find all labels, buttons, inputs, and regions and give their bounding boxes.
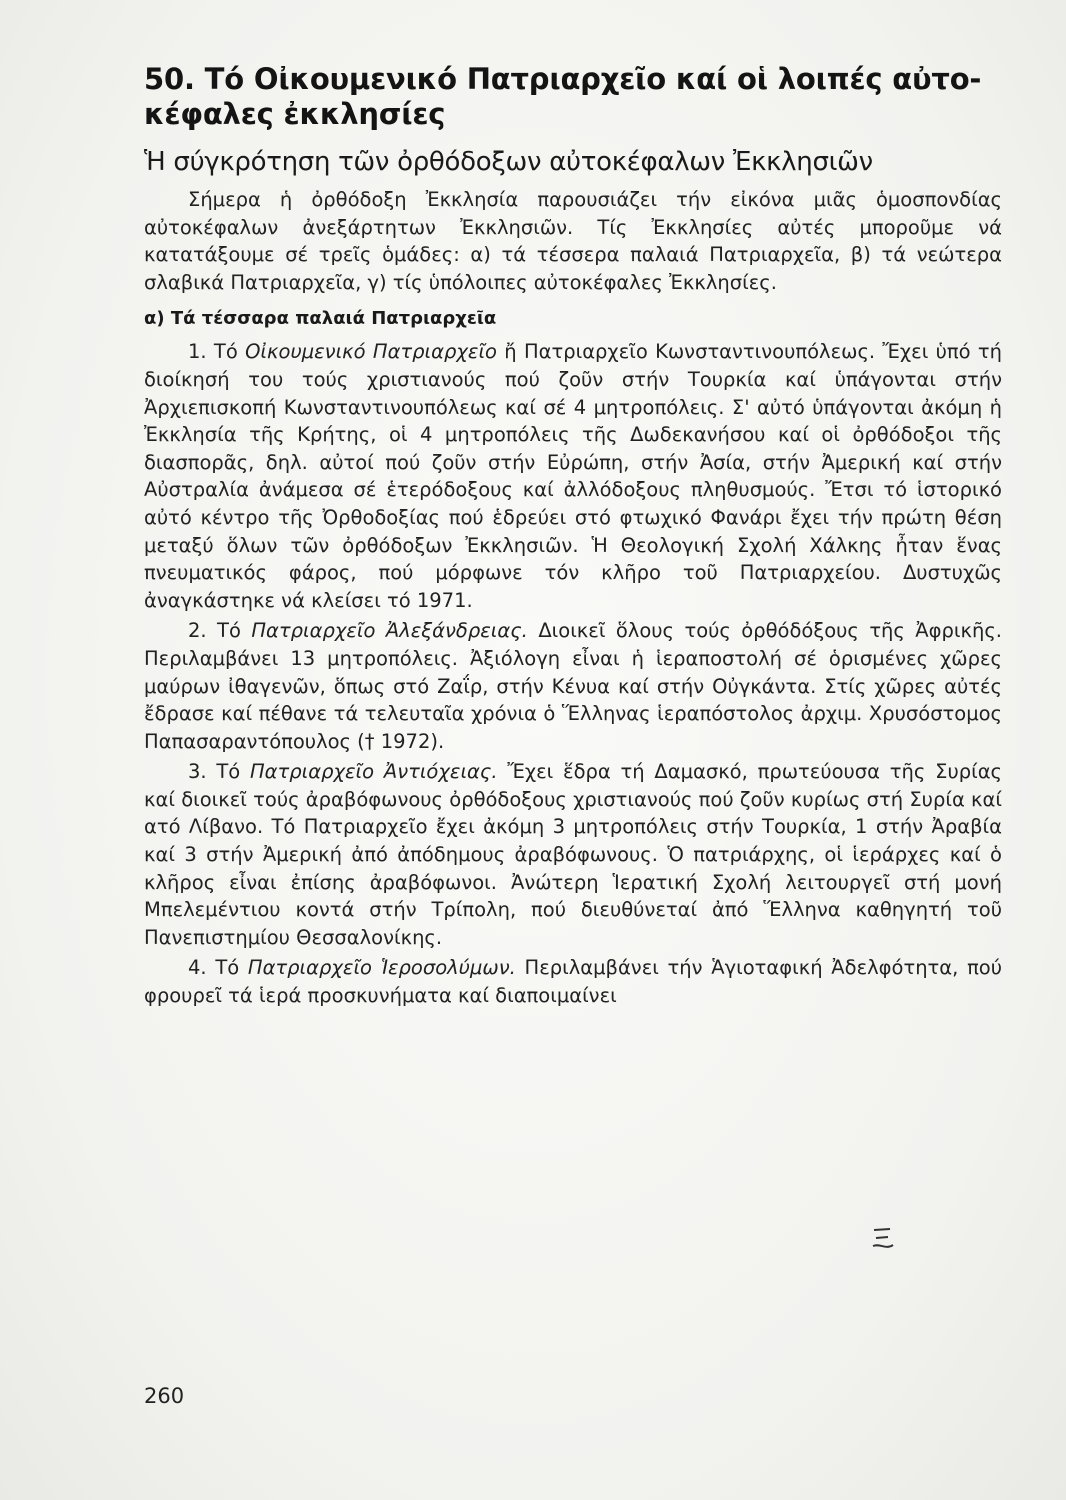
text-column [144, 62, 1002, 1010]
item-number: 2. Τό [188, 619, 241, 643]
intro-paragraph: Σήμερα ἡ ὀρθόδοξη Ἐκκλησία παρουσιάζει τήν εἰκόνα μιᾶς ὁμοσπονδίας αὐτοκέφαλων ἀνεξάρτητων Ἐκκλησιῶν. Τίς Ἐκκλησίες αὐτές μποροῦμε νά κατατάξουμε σέ τρεῖς ὁμάδες: α) τά τέσσερα παλαιά Πατριαρχεῖα, β) τά νεώτερα σλαβικά Πατριαρχεῖα, γ) τίς ὑπόλοιπες αὐτοκέφαλες Ἐκκλησίες. [144, 188, 1002, 294]
item-number: 1. Τό [188, 340, 238, 364]
item-text: Διοικεῖ ὅλους τούς ὀρθόδόξους τῆς Ἀφρικῆς. Περιλαμβάνει 13 μητροπόλεις. Ἀξιόλογη εἶναι ἡ ἱεραποστολή σέ ὁρισμένες χῶρες μαύρων ἰθαγενῶν, ὅπως στό Ζαΐρ, στήν Κένυα καί στήν Οὐγκάντα. Στίς χῶρες αὐτές ἔδρασε καί πέθανε τά τελευταῖα χρόνια ὁ Ἕλληνας ἱεραπόστολος ἀρχιμ. Χρυσόστομος Παπασαραντόπουλος († 1972). [144, 619, 1002, 753]
item-name: Πατριαρχεῖο Ἱεροσολύμων. [247, 956, 516, 980]
item-text: Περιλαμβάνει τήν Ἁγιοταφική Ἀδελφότητα, πού φρουρεῖ τά ἱερά προσκυνήματα καί διαποιμαίνει [144, 956, 1003, 1008]
item-number: 3. Τό [188, 760, 241, 784]
subsection-heading: α) Τά τέσσαρα παλαιά Πατριαρχεῖα [144, 308, 497, 330]
section-heading: Ἡ σύγκρότηση τῶν ὀρθόδοξων αὐτοκέφαλων Ἐκκλησιῶν [144, 147, 873, 177]
item-name: Πατριαρχεῖο Ἀντιόχειας. [250, 760, 498, 784]
item-number: 4. Τό [188, 956, 240, 980]
item-name: Οἰκουμενικό Πατριαρχεῖο [245, 340, 497, 364]
patriarchate-item-2 [144, 617, 1002, 755]
item-name: Πατριαρχεῖο Ἀλεξάνδρειας. [251, 619, 528, 643]
item-text: Ἔχει ἕδρα τή Δαμασκό, πρωτεύουσα τῆς Συρίας καί διοικεῖ τούς ἀραβόφωνους ὀρθόδοξους χριστιανούς πού ζοῦν κυρίως στή Συρία καί ατό Λίβανο. Τό Πατριαρχεῖο ἔχει ἀκόμη 3 μητροπόλεις στήν Τουρκία, 1 στήν Ἀραβία καί 3 στήν Ἀμερική ἀπό ἀπόδημους ἀραβόφωνους. Ὁ πατριάρχης, οἱ ἱεράρχες καί ὁ κλῆρος εἶναι ἐπίσης ἀραβόφωνοι. Ἀνώτερη Ἱερατική Σχολή λειτουργεῖ στή μονή Μπελεμέντιου κοντά στήν Τρίπολη, πού διευθύνεταί ἀπό Ἕλληνα καθηγητή τοῦ Πανεπιστημίου Θεσσαλονίκης. [144, 760, 1002, 949]
patriarchate-item-4 [144, 954, 1002, 1009]
item-text: ἤ Πατριαρχεῖο Κωνσταντινουπόλεως. Ἔχει ὑπό τή διοίκησή του τούς χριστιανούς πού ζοῦν στήν Τουρκία καί ὑπάγονται στήν Ἀρχιεπισκοπή Κωνσταντινουπόλεως καί σέ 4 μητροπόλεις. Σ' αὐτό ὑπάγονται ἀκόμη ἡ Ἐκκλησία τῆς Κρήτης, οἱ 4 μητροπόλεις τῆς Δωδεκανήσου καί οἱ ὀρθόδοξοι τῆς διασπορᾶς, δηλ. αὐτοί πού ζοῦν στήν Εὐρώπη, στήν Ἀσία, στήν Ἀμερική καί στήν Αὐστραλία ἀνάμεσα σέ ἑτερόδοξους καί ἀλλόδοξους πληθυσμούς. Ἔτσι τό ἱστορικό αὐτό κέντρο τῆς Ὀρθοδοξίας πού ἑδρεύει στό φτωχικό Φανάρι ἔχει τήν πρώτη θέση μεταξύ ὅλων τῶν ὀρθόδοξων Ἐκκλησιῶν. Ἡ Θεολογική Σχολή Χάλκης ἦταν ἕνας πνευματικός φάρος, πού μόρφωνε τόν κλῆρο τοῦ Πατριαρχείου. Δυστυχῶς ἀναγκάστηκε νά κλείσει τό 1971. [144, 340, 1002, 612]
chapter-title: 50. Τό Οἰκουμενικό Πατριαρχεῖο καί οἱ λοιπές αὐτο-κέφαλες ἐκκλησίες [144, 62, 982, 131]
patriarchate-item-3 [144, 758, 1002, 951]
page-number: 260 [144, 1384, 185, 1408]
handwritten-margin-mark [868, 1226, 898, 1260]
patriarchate-item-1 [144, 338, 1002, 614]
